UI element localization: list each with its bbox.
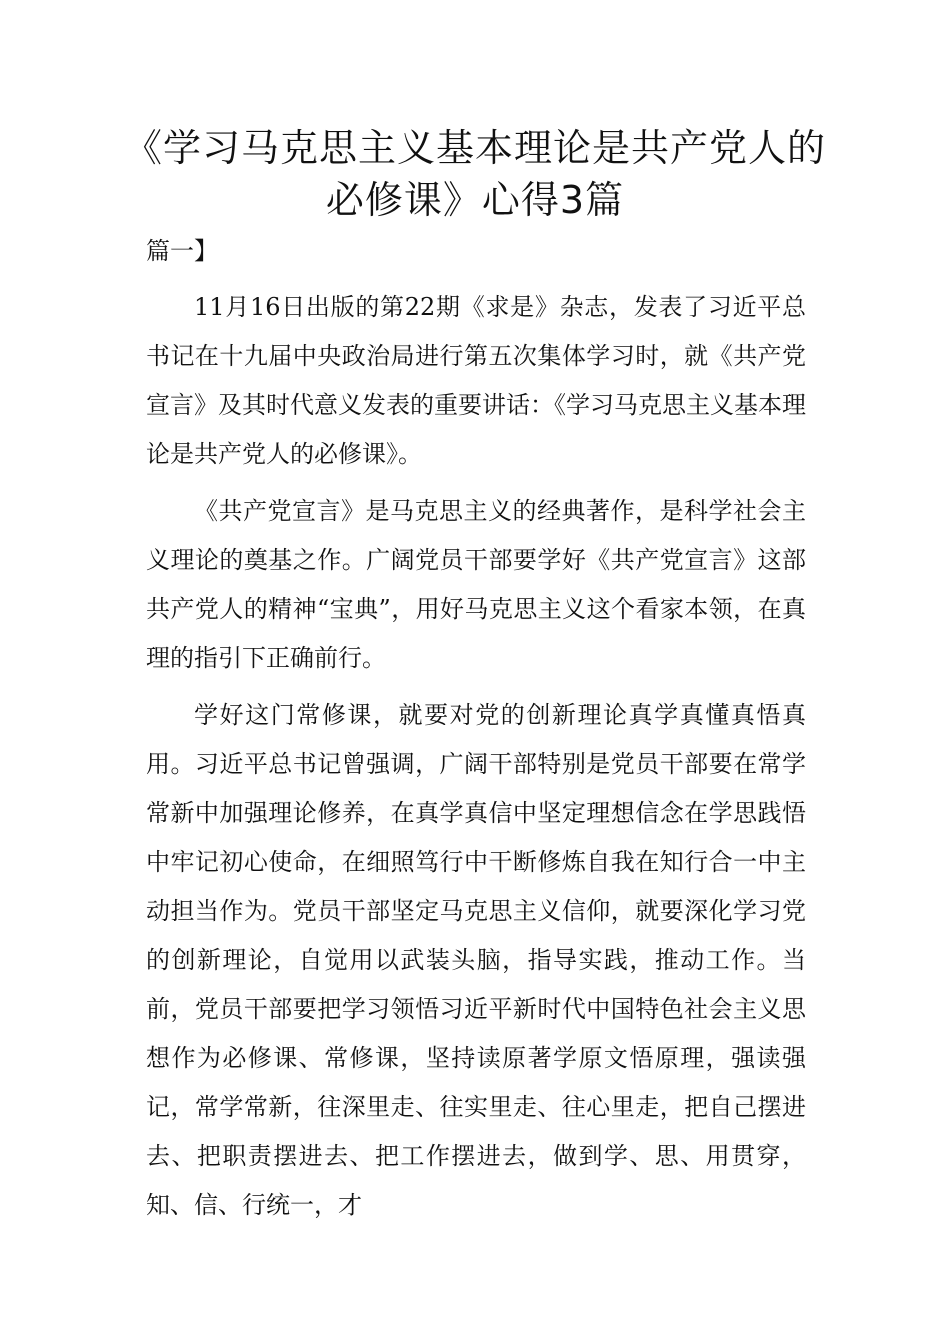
paragraph-2: 《共产党宣言》是马克思主义的经典著作，是科学社会主义理论的奠基之作。广阔党员干部要学好《共产党宣言》这部共产党人的精神“宝典”，用好马克思主义这个看家本领，在真理的指引下正确前行。 xyxy=(146,497,806,672)
paragraph-1: 11月16日出版的第22期《求是》杂志，发表了习近平总书记在十九届中央政治局进行第五次集体学习时，就《共产党宣言》及其时代意义发表的重要讲话：《学习马克思主义基本理论是共产党人的必修课》。 xyxy=(146,293,806,468)
document-title: 《学习马克思主义基本理论是共产党人的必修课》心得3篇 xyxy=(123,126,826,222)
section-label: 篇一】 xyxy=(146,237,218,265)
document-body xyxy=(146,283,806,1238)
paragraph-3: 学好这门常修课，就要对党的创新理论真学真懂真悟真用。习近平总书记曾强调，广阔干部特别是党员干部要在常学常新中加强理论修养，在真学真信中坚定理想信念在学思践悟中牢记初心使命，在细照笃行中干断修炼自我在知行合一中主动担当作为。党员干部坚定马克思主义信仰，就要深化学习党的创新理论，自觉用以武装头脑，指导实践，推动工作。当前，党员干部要把学习领悟习近平新时代中国特色社会主义思想作为必修课、常修课，坚持读原著学原文悟原理，强读强记，常学常新，往深里走、往实里走、往心里走，把自己摆进去、把职责摆进去、把工作摆进去，做到学、思、用贯穿，知、信、行统一，才 xyxy=(146,701,806,1219)
